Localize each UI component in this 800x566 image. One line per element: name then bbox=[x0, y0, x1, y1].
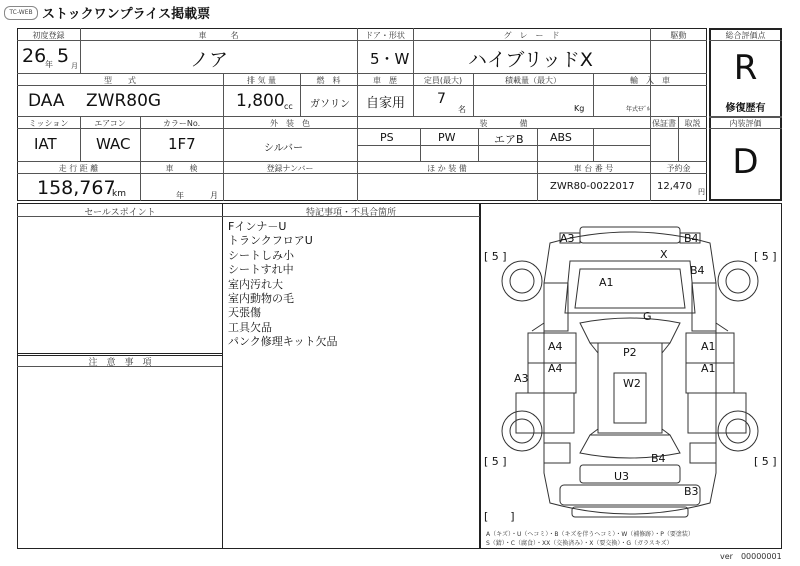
label-grade: グ レ ー ド bbox=[503, 31, 560, 40]
label-interior-eval: 内装評価 bbox=[729, 119, 762, 128]
damage-mark-x: X bbox=[660, 248, 668, 261]
label-door-shape: ドア・形状 bbox=[365, 31, 405, 40]
note-item: トランクフロアU bbox=[228, 234, 313, 248]
note-item: 室内動物の毛 bbox=[228, 292, 294, 306]
damage-mark-g: G bbox=[643, 310, 652, 323]
color-no-value: 1F7 bbox=[168, 135, 196, 153]
damage-mark-a1-hood: A1 bbox=[599, 276, 614, 289]
damage-mark-a3-left: A3 bbox=[514, 372, 529, 385]
grade-value: ハイブリッドX bbox=[468, 49, 593, 71]
legend-line-2: S（錆）・C（腐食）・XX（交換済み）・X（要交換）・G（ガラスキズ） bbox=[486, 540, 673, 547]
note-item: 天張傷 bbox=[228, 306, 261, 320]
displacement-value: 1,800 bbox=[236, 91, 285, 111]
first-reg-month-unit: 月 bbox=[71, 62, 78, 70]
damage-mark-b4-top: B4 bbox=[684, 232, 699, 245]
car-name: ノア bbox=[190, 49, 229, 71]
label-displacement: 排 気 量 bbox=[246, 76, 277, 85]
fuel-value: ガソリン bbox=[310, 99, 350, 110]
aircon-value: WAC bbox=[96, 135, 131, 153]
version-footer: ver 00000001 bbox=[720, 552, 782, 561]
damage-mark-b3: B3 bbox=[684, 485, 699, 498]
equipment-ps: PS bbox=[380, 131, 394, 144]
damage-mark-p2: P2 bbox=[623, 346, 637, 359]
label-mission: ミッション bbox=[28, 119, 69, 128]
damage-mark-a4-l2: A4 bbox=[548, 362, 563, 375]
label-exterior-color: 外 装 色 bbox=[270, 119, 310, 128]
displacement-unit: cc bbox=[284, 102, 293, 111]
bracket-bottom: [ ] bbox=[484, 510, 515, 523]
page-title: ストックワンプライス掲載票 bbox=[42, 7, 211, 22]
label-eval-total: 総合評価点 bbox=[725, 31, 766, 40]
damage-mark-a4-l1: A4 bbox=[548, 340, 563, 353]
note-item: Fインナ－U bbox=[228, 220, 287, 233]
door-shape: 5・W bbox=[370, 50, 410, 68]
capacity-value: 7 bbox=[437, 91, 446, 107]
label-manual: 取説 bbox=[684, 119, 701, 128]
first-reg-year-unit: 年 bbox=[45, 60, 53, 69]
caution-box bbox=[17, 353, 223, 549]
label-import: 輸 入 車 bbox=[630, 76, 670, 85]
label-warranty: 保証書 bbox=[652, 119, 676, 128]
bracket-bottom-left: [ 5 ] bbox=[484, 455, 507, 468]
import-model-label: 年式ﾓﾃﾞﾙ bbox=[626, 106, 651, 113]
model-prefix: DAA bbox=[28, 91, 65, 111]
note-item: パンク修理キット欠品 bbox=[228, 335, 338, 349]
legend-line-1: A（キズ）・U（ヘコミ）・B（キズを伴うヘコミ）・W（補修跡）・P（要塗装） bbox=[486, 531, 694, 538]
label-equipment: 装 備 bbox=[479, 119, 528, 128]
special-notes-list bbox=[228, 220, 473, 350]
note-item: 室内汚れ大 bbox=[228, 277, 283, 291]
label-model: 型 式 bbox=[104, 76, 136, 85]
price-value: 12,470 bbox=[657, 181, 692, 192]
label-chassis-no: 車 台 番 号 bbox=[573, 164, 614, 173]
total-grade-note: 修復歴有 bbox=[725, 103, 766, 114]
label-aircon: エアコン bbox=[94, 119, 126, 128]
mileage-unit: km bbox=[112, 189, 126, 199]
label-reg-number: 登録ナンバー bbox=[266, 164, 314, 173]
mission-value: IAT bbox=[34, 135, 57, 153]
logo-text: TC-WEB bbox=[9, 9, 33, 16]
damage-mark-a1-r2: A1 bbox=[701, 362, 716, 375]
label-scheduled-price: 予約金 bbox=[666, 164, 691, 173]
mileage-value: 158,767 bbox=[37, 177, 116, 199]
first-reg-month: 5 bbox=[57, 45, 70, 67]
model-value: ZWR80G bbox=[86, 91, 162, 111]
label-first-reg: 初度登録 bbox=[32, 31, 65, 40]
equipment-airbag: エアB bbox=[494, 133, 524, 146]
inspection-month: 月 bbox=[210, 191, 218, 200]
damage-mark-a1-r1: A1 bbox=[701, 340, 716, 353]
interior-grade: D bbox=[732, 142, 759, 182]
label-sales-point: セールスポイント bbox=[84, 208, 156, 218]
inspection-year: 年 bbox=[176, 191, 184, 200]
bracket-top-right: [ 5 ] bbox=[754, 250, 777, 263]
capacity-unit: 名 bbox=[458, 105, 466, 114]
damage-mark-u3: U3 bbox=[614, 470, 630, 483]
note-item: シートしみ小 bbox=[228, 248, 294, 262]
exterior-color-value: シルバー bbox=[264, 143, 304, 154]
price-unit: 円 bbox=[698, 188, 705, 196]
note-item: シートすれ中 bbox=[228, 263, 294, 277]
load-unit: Kg bbox=[574, 104, 585, 113]
label-capacity: 定員(最大) bbox=[423, 76, 463, 85]
label-color-no: カラーNo. bbox=[162, 119, 201, 128]
chassis-no-value: ZWR80-0022017 bbox=[550, 181, 635, 192]
label-special-notes: 特記事項・不具合箇所 bbox=[305, 208, 396, 218]
damage-mark-b4-right: B4 bbox=[690, 264, 705, 277]
label-car-name: 車 名 bbox=[198, 31, 239, 40]
label-other-equipment: ほ か 装 備 bbox=[427, 164, 467, 173]
label-vehicle-history: 車 歴 bbox=[373, 76, 397, 85]
damage-mark-b4-bottom: B4 bbox=[651, 452, 666, 465]
label-caution: 注 意 事 項 bbox=[88, 358, 152, 368]
equipment-abs: ABS bbox=[550, 131, 572, 144]
sales-point-box bbox=[17, 203, 223, 356]
label-fuel: 燃 料 bbox=[316, 76, 341, 85]
logo bbox=[4, 6, 38, 20]
total-grade: R bbox=[733, 48, 758, 88]
bracket-bottom-right: [ 5 ] bbox=[754, 455, 777, 468]
damage-mark-a3-top: A3 bbox=[560, 232, 575, 245]
label-inspection: 車 検 bbox=[165, 164, 198, 173]
first-reg-year: 26 bbox=[22, 45, 47, 67]
label-load: 積載量（最大） bbox=[505, 76, 561, 85]
damage-mark-w2: W2 bbox=[623, 377, 641, 390]
equipment-pw: PW bbox=[438, 131, 456, 144]
label-drive: 駆動 bbox=[670, 31, 687, 40]
history-value: 自家用 bbox=[366, 96, 406, 111]
note-item: 工具欠品 bbox=[228, 320, 272, 334]
info-table bbox=[17, 28, 707, 201]
bracket-top-left: [ 5 ] bbox=[484, 250, 507, 263]
label-mileage: 走 行 距 離 bbox=[58, 164, 99, 173]
